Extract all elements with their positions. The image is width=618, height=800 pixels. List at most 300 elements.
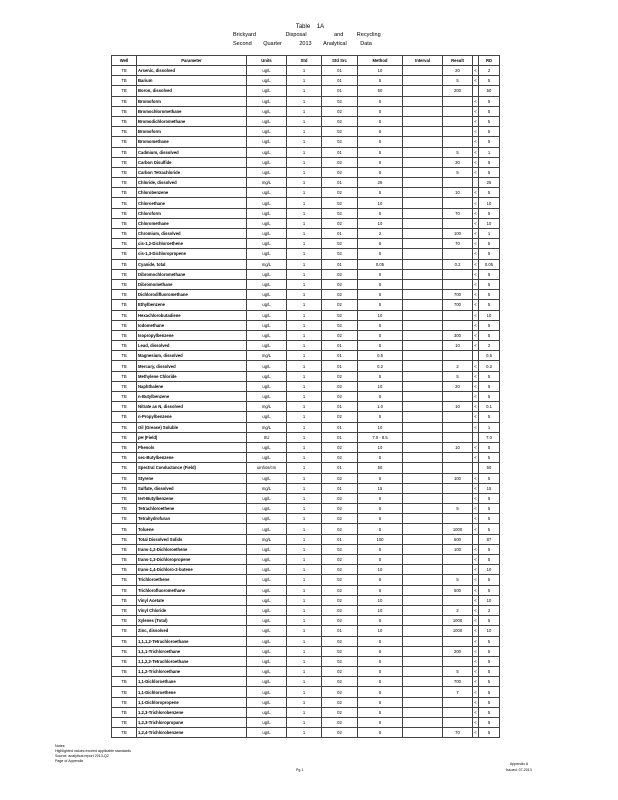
table-cell: TB bbox=[112, 127, 137, 137]
table-cell: 1.0 bbox=[358, 402, 403, 412]
table-cell: 01 bbox=[322, 432, 358, 442]
table-cell: < bbox=[473, 392, 479, 402]
table-cell bbox=[403, 127, 443, 137]
table-cell: < bbox=[473, 575, 479, 585]
table-cell: Trichloroethene bbox=[137, 575, 247, 585]
table-cell bbox=[403, 218, 443, 228]
table-cell bbox=[403, 544, 443, 554]
table-cell: 1 bbox=[287, 66, 322, 76]
table-cell: 20 bbox=[443, 381, 473, 391]
table-cell: 1 bbox=[287, 116, 322, 126]
table-cell: 0.2 bbox=[443, 259, 473, 269]
table-cell: 1 bbox=[287, 259, 322, 269]
table-row bbox=[112, 167, 500, 177]
table-cell: 02 bbox=[322, 453, 358, 463]
table-cell: < bbox=[473, 483, 479, 493]
table-cell: Carbon Disulfide bbox=[137, 157, 247, 167]
table-cell: < bbox=[473, 249, 479, 259]
table-cell: ug/L bbox=[247, 198, 287, 208]
table-cell: 5 bbox=[479, 96, 500, 106]
table-cell: Vinyl Acetate bbox=[137, 595, 247, 605]
table-cell: 5 bbox=[479, 381, 500, 391]
table-cell: 01 bbox=[322, 341, 358, 351]
table-cell bbox=[403, 66, 443, 76]
table-cell: TB bbox=[112, 463, 137, 473]
table-cell: ug/L bbox=[247, 707, 287, 717]
table-cell: mg/L bbox=[247, 483, 287, 493]
footer-notes bbox=[55, 744, 131, 764]
table-cell: 1,1-Dichloropropene bbox=[137, 697, 247, 707]
table-row bbox=[112, 504, 500, 514]
table-cell: 5 bbox=[479, 646, 500, 656]
table-row bbox=[112, 555, 500, 565]
table-cell: < bbox=[473, 310, 479, 320]
table-cell bbox=[403, 585, 443, 595]
table-cell bbox=[403, 330, 443, 340]
table-cell: 10 bbox=[443, 341, 473, 351]
table-cell: Isopropylbenzene bbox=[137, 330, 247, 340]
table-cell bbox=[443, 127, 473, 137]
table-cell: Lead, dissolved bbox=[137, 341, 247, 351]
table-cell: Carbon Tetrachloride bbox=[137, 167, 247, 177]
table-cell bbox=[443, 178, 473, 188]
table-cell: TB bbox=[112, 575, 137, 585]
table-cell: 5 bbox=[358, 106, 403, 116]
table-row bbox=[112, 616, 500, 626]
table-cell: 02 bbox=[322, 290, 358, 300]
table-cell: TB bbox=[112, 381, 137, 391]
table-cell: 100 bbox=[443, 229, 473, 239]
table-cell bbox=[403, 422, 443, 432]
table-cell: 5 bbox=[358, 208, 403, 218]
table-cell: 5 bbox=[358, 320, 403, 330]
table-cell: 0.2 bbox=[479, 361, 500, 371]
table-cell: ug/L bbox=[247, 555, 287, 565]
table-row bbox=[112, 432, 500, 442]
table-cell: 5 bbox=[479, 656, 500, 666]
table-cell: < bbox=[473, 239, 479, 249]
table-cell: SU bbox=[247, 432, 287, 442]
table-cell: < bbox=[473, 442, 479, 452]
table-cell: 10 bbox=[358, 422, 403, 432]
table-cell: 02 bbox=[322, 656, 358, 666]
table-row bbox=[112, 351, 500, 361]
table-cell: Nitrate as N, dissolved bbox=[137, 402, 247, 412]
table-cell: Trichlorofluoromethane bbox=[137, 585, 247, 595]
table-row bbox=[112, 208, 500, 218]
table-cell: ug/L bbox=[247, 636, 287, 646]
table-cell: 1 bbox=[287, 106, 322, 116]
table-cell bbox=[443, 320, 473, 330]
table-cell bbox=[443, 392, 473, 402]
table-cell: TB bbox=[112, 330, 137, 340]
table-cell: TB bbox=[112, 626, 137, 636]
table-cell: 700 bbox=[443, 300, 473, 310]
table-cell: TB bbox=[112, 585, 137, 595]
table-cell bbox=[403, 656, 443, 666]
table-row bbox=[112, 239, 500, 249]
table-cell bbox=[403, 473, 443, 483]
table-cell: < bbox=[473, 147, 479, 157]
table-cell: 02 bbox=[322, 116, 358, 126]
table-cell: ug/L bbox=[247, 412, 287, 422]
table-row bbox=[112, 371, 500, 381]
table-cell: 5 bbox=[358, 76, 403, 86]
table-cell: < bbox=[473, 728, 479, 738]
table-cell: 1 bbox=[287, 504, 322, 514]
table-row bbox=[112, 137, 500, 147]
table-cell: 1 bbox=[287, 687, 322, 697]
table-cell: 1 bbox=[287, 636, 322, 646]
table-cell: 5 bbox=[443, 667, 473, 677]
table-row bbox=[112, 249, 500, 259]
table-row bbox=[112, 96, 500, 106]
table-row bbox=[112, 381, 500, 391]
table-cell: Chloromethane bbox=[137, 218, 247, 228]
table-cell: 0.5 bbox=[358, 351, 403, 361]
table-row bbox=[112, 677, 500, 687]
table-cell: 5 bbox=[358, 330, 403, 340]
table-cell: 1 bbox=[287, 402, 322, 412]
table-cell: 01 bbox=[322, 259, 358, 269]
table-cell: 1 bbox=[287, 555, 322, 565]
table-cell: ug/L bbox=[247, 361, 287, 371]
table-row bbox=[112, 402, 500, 412]
table-cell: 5 bbox=[479, 116, 500, 126]
table-cell bbox=[403, 320, 443, 330]
table-cell: 5 bbox=[479, 371, 500, 381]
table-cell: 2 bbox=[479, 341, 500, 351]
table-cell: 87 bbox=[479, 534, 500, 544]
table-cell: 5 bbox=[358, 504, 403, 514]
table-cell bbox=[403, 687, 443, 697]
table-cell: 1 bbox=[287, 595, 322, 605]
table-cell: 5 bbox=[479, 320, 500, 330]
table-cell: 02 bbox=[322, 106, 358, 116]
table-cell: < bbox=[473, 473, 479, 483]
table-cell bbox=[403, 453, 443, 463]
table-cell: TB bbox=[112, 728, 137, 738]
table-cell bbox=[403, 697, 443, 707]
table-cell: TB bbox=[112, 310, 137, 320]
table-cell: TB bbox=[112, 453, 137, 463]
table-cell: 5 bbox=[358, 239, 403, 249]
table-cell: 1 bbox=[287, 300, 322, 310]
table-cell: 5 bbox=[479, 157, 500, 167]
table-cell: Bromodichloromethane bbox=[137, 116, 247, 126]
table-cell: 02 bbox=[322, 504, 358, 514]
table-cell: 02 bbox=[322, 524, 358, 534]
table-cell bbox=[443, 279, 473, 289]
table-cell bbox=[403, 290, 443, 300]
table-cell: Tetrahydrofuran bbox=[137, 514, 247, 524]
table-cell: < bbox=[473, 167, 479, 177]
table-row bbox=[112, 524, 500, 534]
table-cell: < bbox=[473, 208, 479, 218]
table-cell: 02 bbox=[322, 605, 358, 615]
table-cell: Chloroform bbox=[137, 208, 247, 218]
table-cell: 01 bbox=[322, 351, 358, 361]
table-cell: mg/L bbox=[247, 422, 287, 432]
table-cell: < bbox=[473, 636, 479, 646]
table-cell: ug/L bbox=[247, 86, 287, 96]
table-cell: 10 bbox=[358, 218, 403, 228]
table-cell bbox=[443, 351, 473, 361]
table-cell: 10 bbox=[358, 605, 403, 615]
table-cell: 02 bbox=[322, 269, 358, 279]
table-row bbox=[112, 565, 500, 575]
table-cell bbox=[443, 463, 473, 473]
table-cell: Barium bbox=[137, 76, 247, 86]
table-cell bbox=[403, 646, 443, 656]
table-row bbox=[112, 707, 500, 717]
table-cell: TB bbox=[112, 595, 137, 605]
table-cell: 1,1,2,2-Tetrachloroethane bbox=[137, 656, 247, 666]
table-cell: 5 bbox=[479, 412, 500, 422]
table-cell: 15 bbox=[479, 483, 500, 493]
table-cell: < bbox=[473, 422, 479, 432]
table-cell: TB bbox=[112, 269, 137, 279]
table-row bbox=[112, 269, 500, 279]
table-cell: 1 bbox=[287, 218, 322, 228]
table-cell: 5 bbox=[358, 585, 403, 595]
table-row bbox=[112, 188, 500, 198]
table-cell: 5 bbox=[358, 575, 403, 585]
table-cell: 02 bbox=[322, 718, 358, 728]
table-cell: 5 bbox=[479, 76, 500, 86]
table-cell: 1 bbox=[287, 616, 322, 626]
table-cell: < bbox=[473, 259, 479, 269]
table-row bbox=[112, 463, 500, 473]
table-cell bbox=[443, 453, 473, 463]
table-cell: 1 bbox=[287, 198, 322, 208]
table-cell: 02 bbox=[322, 493, 358, 503]
table-cell: < bbox=[473, 188, 479, 198]
table-row bbox=[112, 127, 500, 137]
table-cell: 10 bbox=[479, 595, 500, 605]
table-cell: 5 bbox=[358, 96, 403, 106]
table-cell: 5 bbox=[358, 718, 403, 728]
table-cell: TB bbox=[112, 616, 137, 626]
table-cell: 10 bbox=[479, 565, 500, 575]
table-cell: TB bbox=[112, 320, 137, 330]
table-cell: < bbox=[473, 66, 479, 76]
table-row bbox=[112, 300, 500, 310]
table-cell: 5 bbox=[358, 157, 403, 167]
table-cell: 700 bbox=[443, 290, 473, 300]
table-cell: ug/L bbox=[247, 697, 287, 707]
table-cell: 5 bbox=[443, 167, 473, 177]
table-cell: 1000 bbox=[443, 616, 473, 626]
table-cell: ug/L bbox=[247, 605, 287, 615]
table-cell: 02 bbox=[322, 636, 358, 646]
table-cell: ug/L bbox=[247, 667, 287, 677]
table-cell: 200 bbox=[443, 86, 473, 96]
table-cell bbox=[443, 493, 473, 503]
table-cell bbox=[403, 198, 443, 208]
table-row bbox=[112, 218, 500, 228]
table-cell: 02 bbox=[322, 188, 358, 198]
table-cell bbox=[443, 198, 473, 208]
table-cell: ug/L bbox=[247, 626, 287, 636]
table-cell bbox=[403, 76, 443, 86]
table-cell bbox=[443, 422, 473, 432]
table-cell: 5 bbox=[358, 646, 403, 656]
table-cell: < bbox=[473, 453, 479, 463]
table-cell: 02 bbox=[322, 167, 358, 177]
table-cell: TB bbox=[112, 412, 137, 422]
table-cell: mg/L bbox=[247, 351, 287, 361]
table-cell: < bbox=[473, 381, 479, 391]
table-cell: ug/L bbox=[247, 381, 287, 391]
table-cell bbox=[403, 493, 443, 503]
table-cell: 5 bbox=[479, 473, 500, 483]
table-cell bbox=[403, 157, 443, 167]
table-cell: 5 bbox=[479, 453, 500, 463]
table-row bbox=[112, 310, 500, 320]
table-cell: TB bbox=[112, 697, 137, 707]
table-cell: < bbox=[473, 279, 479, 289]
table-cell: 02 bbox=[322, 473, 358, 483]
table-cell: ug/L bbox=[247, 514, 287, 524]
table-cell: ug/L bbox=[247, 646, 287, 656]
table-cell: sec-Butylbenzene bbox=[137, 453, 247, 463]
table-cell: 02 bbox=[322, 667, 358, 677]
table-header-row bbox=[112, 56, 500, 66]
table-cell: ug/L bbox=[247, 106, 287, 116]
table-cell: 70 bbox=[443, 208, 473, 218]
table-cell: TB bbox=[112, 300, 137, 310]
table-cell: 1 bbox=[287, 188, 322, 198]
table-cell: 5 bbox=[479, 392, 500, 402]
table-cell bbox=[443, 514, 473, 524]
table-row bbox=[112, 66, 500, 76]
table-cell bbox=[403, 392, 443, 402]
table-cell: 50 bbox=[479, 86, 500, 96]
table-cell: < bbox=[473, 137, 479, 147]
table-cell: 5 bbox=[479, 290, 500, 300]
table-cell: < bbox=[473, 300, 479, 310]
table-cell: 5 bbox=[443, 504, 473, 514]
table-cell bbox=[403, 137, 443, 147]
table-cell: < bbox=[473, 595, 479, 605]
table-cell: < bbox=[473, 96, 479, 106]
table-cell: Chlorobenzene bbox=[137, 188, 247, 198]
table-cell: TB bbox=[112, 371, 137, 381]
table-cell bbox=[403, 565, 443, 575]
table-cell: 1 bbox=[287, 575, 322, 585]
table-cell bbox=[443, 412, 473, 422]
table-cell: 1 bbox=[287, 208, 322, 218]
table-cell bbox=[443, 483, 473, 493]
footer-right-bottom: Issued: 07-2013 bbox=[506, 768, 532, 772]
table-cell: 5 bbox=[358, 493, 403, 503]
table-cell bbox=[403, 707, 443, 717]
table-cell: TB bbox=[112, 249, 137, 259]
table-cell: < bbox=[473, 76, 479, 86]
table-cell: 1 bbox=[287, 585, 322, 595]
table-row bbox=[112, 422, 500, 432]
table-row bbox=[112, 442, 500, 452]
table-row bbox=[112, 178, 500, 188]
table-cell: 1 bbox=[287, 718, 322, 728]
table-row bbox=[112, 605, 500, 615]
table-cell: 02 bbox=[322, 157, 358, 167]
table-cell bbox=[403, 728, 443, 738]
table-cell: 2 bbox=[358, 229, 403, 239]
table-cell: 5 bbox=[479, 300, 500, 310]
table-cell: 5 bbox=[358, 524, 403, 534]
table-cell: 5 bbox=[479, 667, 500, 677]
table-cell: 02 bbox=[322, 137, 358, 147]
table-cell: 01 bbox=[322, 147, 358, 157]
table-cell: 1,1-Dichloroethane bbox=[137, 677, 247, 687]
table-cell: 5 bbox=[358, 137, 403, 147]
table-cell: < bbox=[473, 330, 479, 340]
table-cell: 5 bbox=[358, 636, 403, 646]
table-cell bbox=[403, 514, 443, 524]
table-cell: 5 bbox=[358, 544, 403, 554]
table-cell: cis-1,3-Dichloropropene bbox=[137, 249, 247, 259]
table-cell bbox=[403, 310, 443, 320]
table-cell: TB bbox=[112, 473, 137, 483]
table-cell: 02 bbox=[322, 218, 358, 228]
table-cell: 5 bbox=[479, 330, 500, 340]
table-cell: ug/L bbox=[247, 341, 287, 351]
col-std-src: Std Src bbox=[322, 56, 358, 66]
table-cell: 50 bbox=[358, 463, 403, 473]
table-row bbox=[112, 473, 500, 483]
table-cell: Oil (Grease) Soluble bbox=[137, 422, 247, 432]
table-cell: ug/L bbox=[247, 249, 287, 259]
table-cell: 5 bbox=[479, 167, 500, 177]
table-cell: 10 bbox=[443, 188, 473, 198]
table-cell: 10 bbox=[358, 310, 403, 320]
table-cell: ug/L bbox=[247, 565, 287, 575]
table-cell bbox=[443, 565, 473, 575]
table-cell: < bbox=[473, 646, 479, 656]
table-cell: < bbox=[473, 127, 479, 137]
table-cell: 5 bbox=[358, 656, 403, 666]
table-cell bbox=[443, 697, 473, 707]
table-cell: < bbox=[473, 320, 479, 330]
table-row bbox=[112, 493, 500, 503]
table-cell bbox=[403, 605, 443, 615]
table-cell: trans-1,2-Dichloroethene bbox=[137, 544, 247, 554]
table-cell: 500 bbox=[443, 534, 473, 544]
table-cell: trans-1,4-Dichloro-2-butene bbox=[137, 565, 247, 575]
table-cell: 01 bbox=[322, 422, 358, 432]
table-cell: Iodomethane bbox=[137, 320, 247, 330]
table-cell: TB bbox=[112, 137, 137, 147]
col-method: Method bbox=[358, 56, 403, 66]
table-cell: 02 bbox=[322, 310, 358, 320]
table-cell: 02 bbox=[322, 544, 358, 554]
table-cell: 02 bbox=[322, 728, 358, 738]
table-cell: TB bbox=[112, 157, 137, 167]
table-cell bbox=[403, 718, 443, 728]
table-row bbox=[112, 76, 500, 86]
table-cell: < bbox=[473, 616, 479, 626]
table-cell: 1 bbox=[287, 249, 322, 259]
table-row bbox=[112, 198, 500, 208]
table-cell: 1 bbox=[287, 626, 322, 636]
table-cell: ug/L bbox=[247, 728, 287, 738]
table-cell: 1 bbox=[287, 371, 322, 381]
table-cell: Cadmium, dissolved bbox=[137, 147, 247, 157]
table-cell: Tetrachloroethene bbox=[137, 504, 247, 514]
table-cell bbox=[403, 524, 443, 534]
